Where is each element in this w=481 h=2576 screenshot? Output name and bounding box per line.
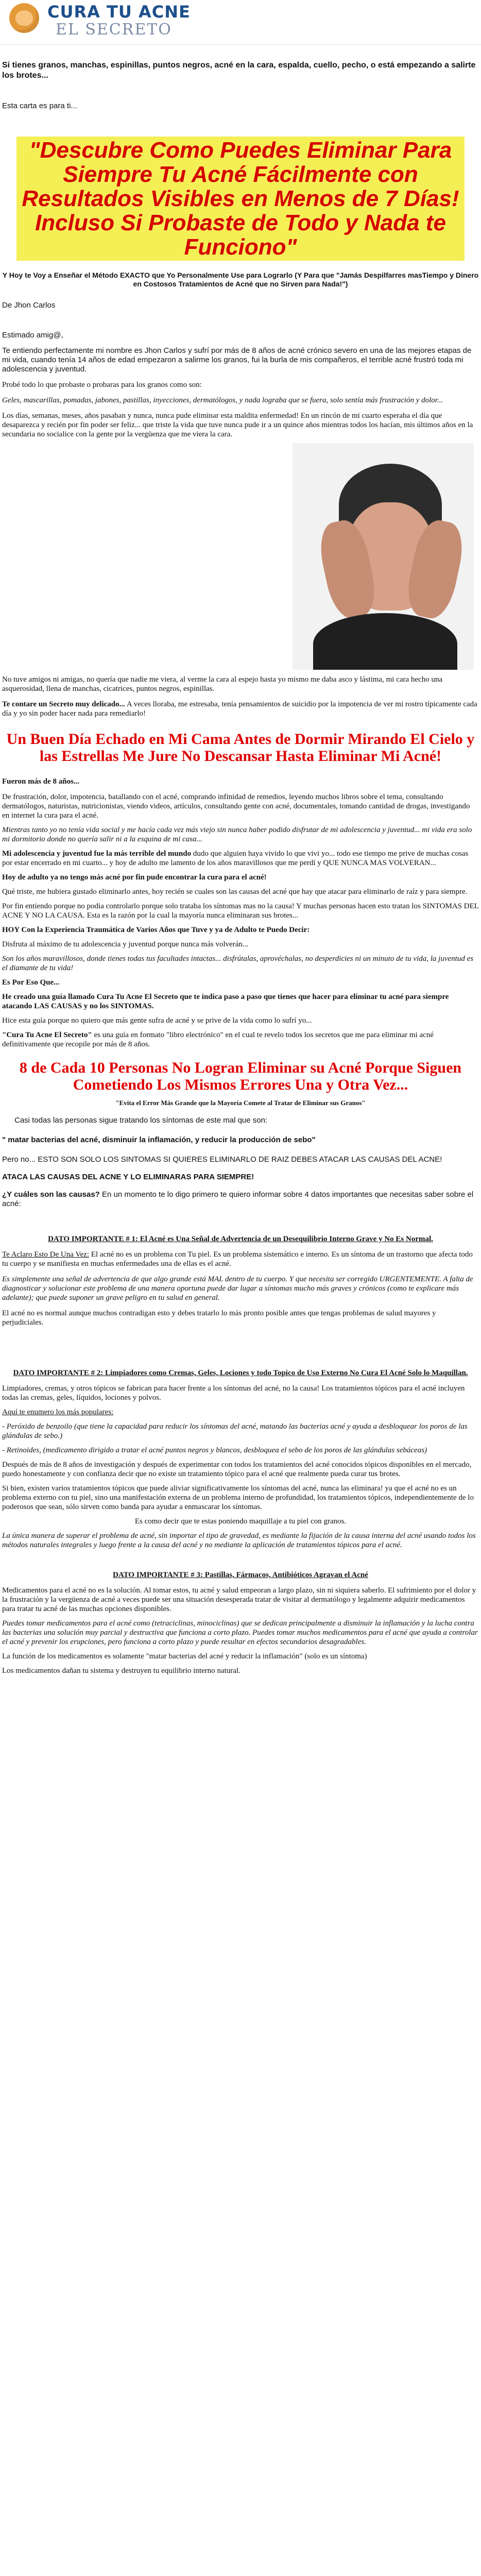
errors-p4: ATACA LAS CAUSAS DEL ACNE Y LO ELIMINARAS PARA SIEMPRE! — [2, 1173, 254, 1181]
important2-p3: - Peróxido de benzoilo (que tiene la capacidad para reducir los síntomas del acné, matando las bacterias acné y ayuda a desbloquear los poros de las glándulas de sebo.) — [2, 1422, 468, 1440]
errors-headline: 8 de Cada 10 Personas No Logran Eliminar su Acné Porque Siguen Cometiendo Los Mismos Errores Una y Otra Vez... — [19, 1059, 462, 1093]
important3-p2: Puedes tomar medicamentos para el acné como (tetraciclinas, minociclinas) que se dedican principalmente a disminuir la inflamación y la lucha contra las bacterias una solución muy parcial y destructiva que funciona a corto plazo. Puedes tomar muchos medicamentos para el acné que ayuda a controlar el acné y prevenir los erupciones, pero funciona a corto plazo y puede resultar en efectos secundarios desagradables. — [2, 1619, 478, 1646]
important2-p2: Aquí te enumero los más populares: — [2, 1408, 114, 1416]
letter-greeting: Estimado amig@, — [2, 331, 63, 340]
important2-p4: - Retinoides, (medicamento dirigido a tratar el acné puntos negros y blancos, desbloquea el sebo de los poros de las glándulas sebáceas) — [2, 1446, 427, 1454]
story-p5: Hoy de adulto ya no tengo más acné por fin pude encontrar la cura para el acné! — [2, 873, 267, 882]
letter-p6-bold: Te contare un Secreto muy delicado... — [2, 700, 125, 708]
logo-subtitle: EL SECRETO — [56, 21, 172, 39]
story-p11: Es Por Eso Que... — [2, 978, 60, 987]
errors-sub: "Evita el Error Más Grande que la Mayoría Comete al Tratar de Eliminar sus Granos" — [115, 1099, 366, 1107]
important3-p1: Medicamentos para el acné no es la solución. Al tomar estos, tu acné y salud empeoran a largo plazo, sin ni siquiera saberlo. El sufrimiento por el dolor y la frustración y la vergüenza de acné a veces puede ser una situación desesperada tratar de visitar al dermatólogo y legalmente adquirir medicamentos para tratar tu acné de las muchas opciones disponibles. — [2, 1586, 476, 1613]
face-logo-icon — [9, 3, 39, 33]
letter-p4: Los días, semanas, meses, años pasaban y nunca, nunca pude eliminar esta maldita enfermedad! En un rincón de mi cuarto esperaba el día que desaparezca y recién por fin poder ser feliz... que triste la vida que tuve nunca pude ir a un quince años mientras todos los hacían, mis últimos años en la secundaria no socialice con la gente por la vergüenza que me viera la cara. — [2, 412, 473, 438]
letter-p5: No tuve amigos ni amigas, no quería que nadie me viera, al verme la cara al espejo hasta yo mismo me daba asco y lástima, mi cara hecho una asquerosidad, llena de manchas, cicatrices, puntos negros, espinillas. — [2, 675, 443, 693]
story-p2: De frustración, dolor, impotencia, batallando con el acné, comprando infinidad de remedios, leyendo muchos libros sobre el tema, consultando dermatólogos, naturistas, nutricionistas, viendo videos, artículos, consultando gente con acné, documentales, tomando cantidad de drogas, investigando en internet la cura para el acné. — [2, 793, 470, 820]
hero-subhead: Y Hoy te Voy a Enseñar el Método EXACTO que Yo Personalmente Use para Lograrlo (Y Para que "Jamás Despilfarres masTiempo y Dinero en Costosos Tratamientos de Acné que no Sirven para Nada!") — [2, 271, 479, 288]
story-p10: Son los años maravillosos, donde tienes todas tus facultades intactas... disfrútalas, aprovéchalas, no desperdicies ni un minuto de tu vida, la juventud es el diamante de tu vida! — [2, 955, 474, 972]
intro-for-you: Esta carta es para ti... — [2, 101, 77, 110]
errors-p3: Pero no... ESTO SON SOLO LOS SINTOMAS SI QUIERES ELIMINARLO DE RAIZ DEBES ATACAR LAS CAUSAS DEL ACNE! — [2, 1155, 442, 1164]
letter-p6 — [2, 700, 479, 718]
important3-p4: Los medicamentos dañan tu sistema y destruyen tu equilibrio interno natural. — [2, 1667, 240, 1675]
hero-headline: "Descubre Como Puedes Eliminar Para Siempre Tu Acné Fácilmente con Resultados Visibles en Menos de 7 Días! Incluso Si Probaste de Todo y Nada te Funciono" — [16, 137, 465, 261]
story-p12: He creado una guía llamado Cura Tu Acne El Secreto que te indica paso a paso que tienes que hacer para eliminar tu acné para siempre atacando LAS CAUSAS y no los SINTOMAS. — [2, 993, 449, 1010]
story-p14-bold: "Cura Tu Acne El Secreto" — [2, 1031, 92, 1039]
errors-p2: " matar bacterias del acné, disminuir la inflamación, y reducir la producción de sebo" — [2, 1136, 316, 1144]
letter-from: De Jhon Carlos — [2, 301, 56, 310]
important1-p3: El acné no es normal aunque muchos contradigan esto y debes tratarlo lo más pronto posible antes que tengas problemas de salud mayores y perjudiciales. — [2, 1309, 436, 1327]
man-covering-face-photo — [293, 443, 474, 670]
errors-p5 — [2, 1190, 479, 1209]
story-headline: Un Buen Día Echado en Mi Cama Antes de Dormir Mirando El Cielo y las Estrellas Me Jure No Descansar Hasta Eliminar Mi Acné! — [6, 731, 475, 765]
errors-p5-bold: ¿Y cuáles son las causas? — [2, 1190, 100, 1199]
important1-p1 — [2, 1250, 479, 1268]
important2-p6: Si bien, existen varios tratamientos tópicos que puede aliviar significativamente los síntomas del acné, nunca las eliminara! ya que el acné no es un problema externo con tu piel, sino una manifestación externa de un problema interno de profundidad, los tratamientos tópicos, independientemente de lo poderosos que sean, sólo sirven como banda para ayudar a enmascarar los síntomas. — [2, 1484, 474, 1511]
letter-p6-rest: A veces lloraba, me estresaba, tenía pensamientos de suicidio por la impotencia de ver mi rostro típicamente cada día y yo sin poder hacer nada para remediarlo! — [2, 700, 477, 718]
errors-p1: Casi todas las personas sigue tratando los síntomas de este mal que son: — [14, 1116, 268, 1125]
important2-p7: Es como decir que te estas poniendo maquillaje a tu piel con granos. — [134, 1517, 347, 1526]
letter-p3: Geles, mascarillas, pomadas, jabones, pastillas, inyecciones, dermatólogos, y nada lograba que se fuera, solo sentía más frustración y dolor... — [2, 396, 443, 404]
story-p14-rest: es una guía en formato "libro electrónico" en el cual te revelo todos los secretos que me para eliminar mi acné definitivamente que recopile por más de 8 años. — [2, 1031, 434, 1048]
important1-p1-rest: El acné no es un problema con Tu piel. Es un problema sistemático e interno. Es un síntoma de un trastorno que afecta todo tu cuerpo y se manifiesta en muchas enfermedades una de ellas es el acné. — [2, 1250, 473, 1268]
story-p13: Hice esta guía porque no quiero que más gente sufra de acné y se prive de la vida como lo sufrí yo... — [2, 1016, 312, 1025]
important3-title: DATO IMPORTANTE # 3: Pastillas, Fármacos, Antibióticos Agravan el Acné — [113, 1571, 368, 1579]
story-p8: HOY Con la Experiencia Traumática de Varios Años que Tuve y ya de Adulto te Puedo Decir: — [2, 926, 310, 934]
important2-p1: Limpiadores, cremas, y otros tópicos se fabrican para hacer frente a los síntomas del acné, no la causa! Los tratamientos tópicos para el acné incluyen todas las cremas, geles, líquidos, lociones y polvos. — [2, 1384, 465, 1402]
story-p6: Qué triste, me hubiera gustado eliminarlo antes, hoy recién se cuales son las causas del acné que hay que atacar para eliminarlo de raíz y para siempre. — [2, 888, 468, 896]
site-header — [0, 0, 481, 45]
story-p4 — [2, 849, 479, 868]
story-p4-bold: Mi adolescencia y juventud fue la más terrible del mundo — [2, 850, 192, 858]
errors-p5-rest: En un momento te lo digo primero te quiero informar sobre 4 datos importantes que necesitas saber sobre el acné: — [2, 1190, 474, 1208]
letter-p2: Probé todo lo que probaste o probaras para los granos como son: — [2, 381, 202, 389]
story-p9: Disfruta al máximo de tu adolescencia y juventud porque nunca más volverán... — [2, 940, 249, 948]
story-p14 — [2, 1030, 479, 1049]
letter-p1: Te entiendo perfectamente mi nombre es Jhon Carlos y sufrí por más de 8 años de acné crónico severo en una de las mejores etapas de mi vida, cuando tenía 14 años de edad empezaron a salirme los granos, fui la burla de mis compañeros, el terrible acné frustró toda mi adolescencia y juventud. — [2, 346, 472, 374]
important1-p2: Es simplemente una señal de advertencia de que algo grande está MAL dentro de tu cuerpo. Y que necesita ser corregido URGENTEMENTE. A falta de diagnosticar y solucionar este problema de una manera oportuna puede dar lugar a síntomas mucho más graves y crónicos (como te explicare más adelante); que puede suponer un grave peligro en tu salud en general. — [2, 1275, 473, 1302]
story-p3: Mientras tanto yo no tenía vida social y me hacía cada vez más viejo sin nunca haber podido disfrutar de mi adolescencia y juventud... mi vida era solo mi dormitorio donde no quería salir ni a la esquina de mi casa... — [2, 826, 472, 843]
important1-title: DATO IMPORTANTE # 1: El Acné es Una Señal de Advertencia de un Desequilibrio Interno Grave y No Es Normal. — [48, 1235, 433, 1243]
story-p4-rest: dudo que alguien haya vivido lo que vivi yo... todo ese tiempo me prive de muchas cosas por estar encerrado en mi cuarto... y hoy de adulto me lamento de los años maravillosos que me perdí y QUE NUNCA MAS VOLVERAN... — [2, 850, 469, 867]
story-p7: Por fin entiendo porque no podia controlarlo porque solo trataba los síntomas mas no la causa! Y muchas personas hacen esto tratan los SINTOMAS DEL ACNE Y NO LA CAUSA. Esta es la razón por la cual la mayoría nunca eliminaran sus brotes... — [2, 902, 479, 920]
important3-p3: La función de los medicamentos es solamente "matar bacterias del acné y reducir la inflamación" (solo es un síntoma) — [2, 1652, 367, 1660]
sales-letter — [0, 45, 481, 1675]
important2-title: DATO IMPORTANTE # 2: Limpiadores como Cremas, Geles, Lociones y todo Topico de Uso Externo No Cura El Acné Solo lo Maquillan. — [13, 1369, 468, 1377]
important2-p8: La única manera de superar el problema de acné, sin importar el tipo de gravedad, es mediante la fijación de la causa interna del acné usando todos los métodos naturales integrales y luego frente a la causa del acné y no mediante la aplicación de tratamientos tópicos para el acné. — [2, 1532, 476, 1549]
intro-lead: Si tienes granos, manchas, espinillas, puntos negros, acné en la cara, espalda, cuello, pecho, o está empezando a salirte los brotes... — [2, 61, 476, 80]
important2-p5: Después de más de 8 años de investigación y después de experimentar con todos los tratamientos del acné conocidos tópicos disponibles en el mercado, puedo honestamente y con confianza decir que no existe un tratamiento tópico para el acné que realmente pueda curar tus brotes. — [2, 1461, 472, 1478]
story-p1: Fueron más de 8 años... — [2, 777, 80, 786]
logo-title: CURA TU ACNE — [47, 2, 191, 22]
important1-p1-label: Te Aclaro Esto De Una Vez: — [2, 1250, 90, 1259]
